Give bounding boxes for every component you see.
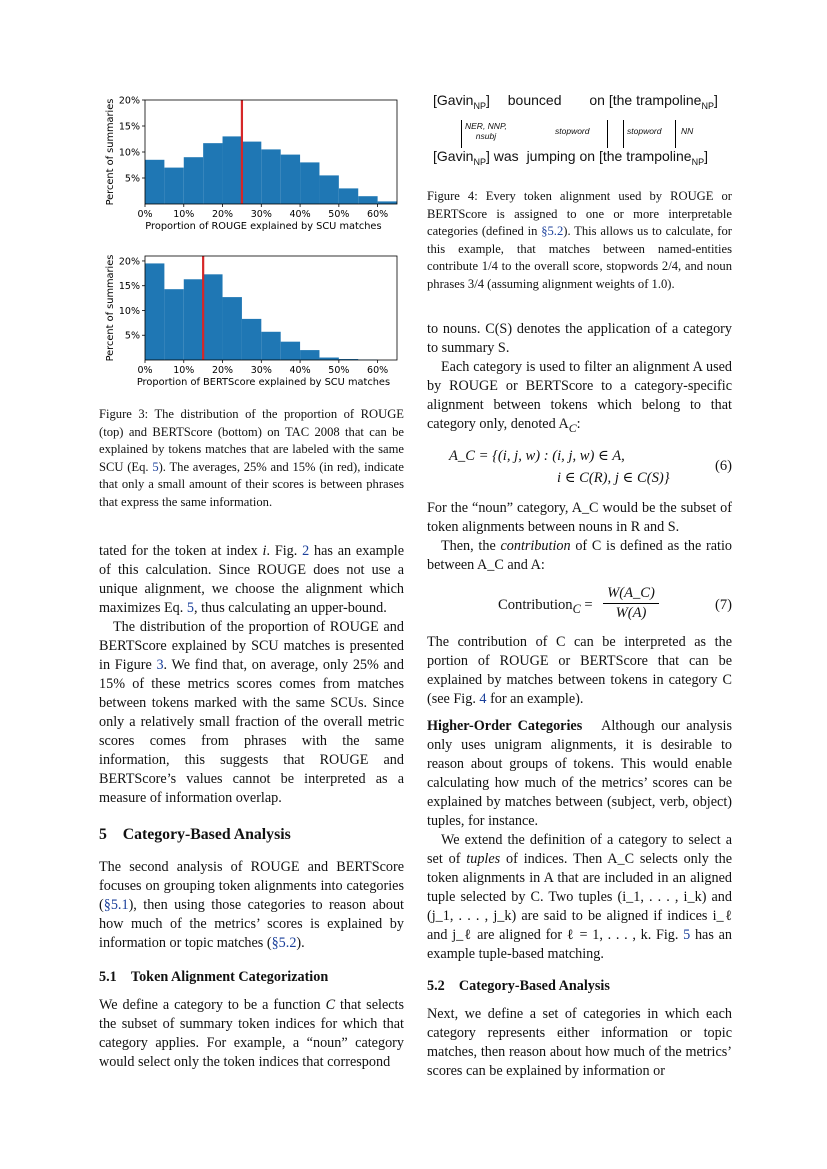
bertscore-histogram-svg (99, 244, 404, 392)
alignment-line (461, 120, 462, 148)
x-tick-label: 0% (137, 365, 153, 376)
alignment-label: NN (681, 126, 694, 136)
x-tick-label: 20% (211, 209, 234, 220)
histogram-bar (145, 263, 164, 360)
histogram-bar (281, 342, 300, 360)
x-tick-label: 10% (173, 209, 195, 220)
paragraph: We extend the definition of a category to select a set of tuples of indices. Then A_C selects only the token alignments in A that are included in an aligned tuple selected by C. Two tuples (i_1, . . . , i_k) and (j_1, . . . , j_k) are said to be aligned if indices i_ℓ and j_ℓ are aligned for ℓ = 1, . . . , k. Fig. 5 has an example tuple-based matching. (427, 832, 732, 963)
histogram-bar (261, 149, 280, 204)
paragraph: to nouns. C(S) denotes the application of a category to summary S. (427, 320, 732, 356)
y-tick-label: 15% (118, 121, 140, 133)
histogram-bar (164, 168, 183, 204)
right-column (427, 88, 732, 1081)
equation-6: A_C = {(i, j, w) : (i, j, w) ∈ A, i ∈ C(R), j ∈ C(S)} (6) (449, 448, 732, 487)
alignment-label: stopword (627, 126, 662, 136)
histogram-bar (223, 136, 242, 204)
histogram-bar (203, 274, 222, 360)
histogram-bar (242, 142, 261, 204)
histogram-bar (300, 162, 319, 204)
alignment-label: NER, NNP, nsubj (465, 121, 507, 141)
histogram-bar (164, 289, 183, 360)
histogram-bar (184, 279, 203, 360)
figure3-caption-text: Figure 3: The distribution of the proportion of ROUGE (top) and BERTScore (bottom) on TAC 2008 that can be explained by tokens matches that are labeled with the same SCU (Eq. (99, 407, 404, 474)
alignment-line (675, 120, 676, 148)
equation-ref-link[interactable]: 5 (152, 459, 159, 474)
x-axis-label: Proportion of ROUGE explained by SCU matches (145, 221, 382, 232)
section-ref-link[interactable]: §5.1 (103, 896, 129, 913)
y-tick-label: 20% (118, 95, 140, 107)
equation-number: (6) (714, 458, 732, 475)
x-tick-label: 30% (250, 209, 272, 220)
y-tick-label: 5% (124, 173, 140, 185)
equation-7: Contribution$_C$ = W(A_C) W(A) (7) (498, 585, 732, 622)
histogram-bar (261, 332, 280, 360)
histogram-bar (203, 143, 222, 204)
figure3-caption-text-end: ). The averages, 25% and 15% (in red), indicate that only a small amount of their scores is between phrases that express the same information. (99, 459, 404, 509)
x-tick-label: 0% (137, 209, 153, 220)
x-tick-label: 50% (328, 209, 350, 220)
figure4-bottom-row: [Gavin$_{NP}$] was jumping on [the trampoline$_{NP}$] (433, 148, 708, 167)
histogram-bar (281, 155, 300, 204)
paragraph: The second analysis of ROUGE and BERTScore focuses on grouping token alignments into categories (§5.1), then using those categories to reason about how much of the metrics’ scores is explained by information or topic matches (§5.2). (99, 858, 404, 951)
paragraph: Next, we define a set of categories in which each category represents either information or topic matches, then reason about how much of the metrics’ scores can be explained by information or (427, 1006, 732, 1080)
figure4-diagram (427, 88, 732, 178)
histogram-bar (319, 175, 338, 204)
paragraph: Then, the contribution of C is defined as the ratio between A_C and A: (427, 538, 733, 574)
x-tick-label: 40% (289, 365, 311, 376)
rouge-histogram (99, 88, 404, 236)
histogram-bar (145, 160, 164, 204)
y-tick-label: 20% (118, 256, 140, 268)
alignment-line (623, 120, 624, 148)
figure-ref-link[interactable]: 5 (683, 927, 691, 944)
figure-ref-link[interactable]: 2 (302, 542, 310, 559)
left-column (99, 88, 404, 1072)
x-axis-label: Proportion of BERTScore explained by SCU matches (136, 377, 391, 388)
x-tick-label: 60% (367, 209, 389, 220)
paragraph: For the “noun” category, A_C would be the subset of token alignments between nouns in R and S. (427, 500, 732, 536)
section-ref-link[interactable]: §5.2 (271, 934, 297, 951)
y-tick-label: 15% (118, 281, 140, 293)
x-tick-label: 50% (328, 365, 350, 376)
histogram-bar (184, 157, 203, 204)
equation-number: (7) (714, 597, 732, 614)
figure-ref-link[interactable]: 3 (156, 656, 164, 673)
paragraph: We define a category to be a function C that selects the subset of summary token indices for which that category applies. For example, a “noun” category would select only the token indices that correspond (99, 996, 404, 1070)
y-tick-label: 5% (124, 330, 140, 342)
paragraph-heading: Higher-Order Categories (427, 718, 583, 735)
x-tick-label: 40% (289, 209, 311, 220)
histogram-bar (300, 350, 319, 360)
paragraph: Each category is used to filter an alignment A used by ROUGE or BERTScore to a category-specific alignment between tokens which belong to that category only, denoted $A_C$: (427, 358, 732, 435)
alignment-line (607, 120, 608, 148)
y-axis-label: Percent of summaries (105, 98, 116, 206)
paragraph: The contribution of C can be interpreted as the portion of ROUGE or BERTScore that can be explained by matches between tokens in category C (see Fig. 4 for an example). (427, 634, 732, 708)
histogram-bar (223, 297, 242, 360)
figure3-caption (99, 406, 404, 512)
histogram-bar (339, 188, 358, 204)
y-axis-label: Percent of summaries (105, 254, 116, 362)
x-tick-label: 20% (211, 365, 234, 376)
alignment-label: stopword (555, 126, 590, 136)
section-ref-link[interactable]: §5.2 (541, 224, 564, 239)
x-tick-label: 10% (173, 365, 195, 376)
subsection-heading: 5.2 Category-Based Analysis (427, 978, 610, 995)
rouge-histogram-svg (99, 88, 404, 236)
x-tick-label: 30% (250, 365, 272, 376)
subsection-heading: 5.1 Token Alignment Categorization (99, 968, 329, 985)
bertscore-histogram (99, 244, 404, 392)
histogram-bar (242, 319, 261, 360)
x-tick-label: 60% (367, 365, 389, 376)
equation-ref-link[interactable]: 5 (186, 599, 194, 616)
y-tick-label: 10% (118, 305, 140, 317)
figure4-top-row: [Gavin$_{NP}$] bounced on [the trampoline$_{NP}$] (433, 92, 718, 111)
y-tick-label: 10% (118, 147, 140, 159)
section-heading: 5 Category-Based Analysis (99, 825, 291, 843)
figure4-caption: Figure 4: Every token alignment used by ROUGE or BERTScore is assigned to one or more interpretable categories (defined in §5.2). This allows us to calculate, for this example, that matches between named-entities contribute 1/4 to the overall score, stopwords 2/4, and noun phrases 3/4 (assuming alignment weights of 1.0). (427, 189, 732, 291)
figure-ref-link[interactable]: 4 (479, 691, 487, 708)
paragraph: tated for the token at index i. Fig. 2 has an example of this calculation. Since ROUGE does not use a unique alignment, we choose the alignment which maximizes Eq. 5, thus calculating an upper-bound. (99, 542, 404, 616)
paragraph: Higher-Order Categories Although our analysis only uses unigram alignments, it is desirable to reason about groups of tokens. This would enable calculating how much of the metrics’ scores can be explained by matches between (subject, verb, object) tuples, for instance. (427, 718, 733, 830)
paragraph: The distribution of the proportion of ROUGE and BERTScore explained by SCU matches is presented in Figure 3. We find that, on average, only 25% and 15% of these metrics scores comes from matches between tokens marked with the same SCUs. Since only a relatively small fraction of the overall metric scores comes from phrases with the same information, this suggests that ROUGE and BERTScore’s values cannot be interpreted as a measure of information overlap. (99, 618, 404, 806)
histogram-bar (358, 196, 377, 204)
